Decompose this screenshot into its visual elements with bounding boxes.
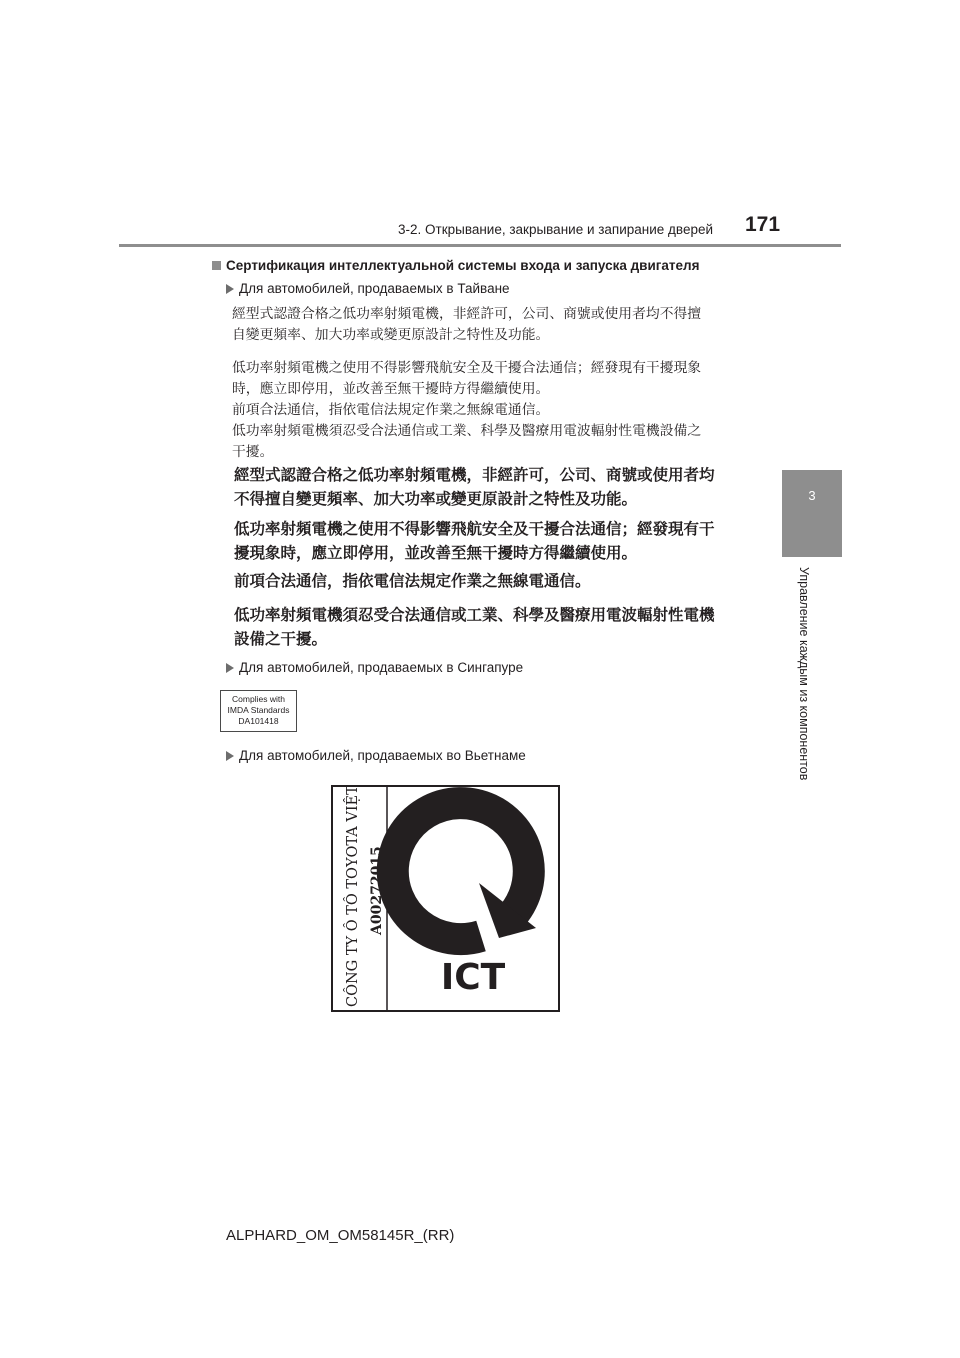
text-line: 擾現象時，應立即停用，並改善至無干擾時方得繼續使用。 — [234, 544, 638, 562]
document-code: ALPHARD_OM_OM58145R_(RR) — [226, 1227, 455, 1244]
bullet-taiwan-text: Для автомобилей, продаваемых в Тайване — [239, 281, 510, 296]
imda-line-1: Complies with — [232, 694, 285, 704]
bullet-vietnam-text: Для автомобилей, продаваемых во Вьетнаме — [239, 748, 526, 763]
taiwan-sans-para-3 — [234, 569, 734, 593]
text-line: 設備之干擾。 — [234, 630, 328, 648]
triangle-bullet-icon — [226, 663, 234, 673]
vietnam-ict-mark — [331, 785, 561, 1020]
text-line: 時，應立即停用，並改善至無干擾時方得繼續使用。 — [232, 381, 550, 397]
imda-compliance-label — [220, 690, 297, 732]
imda-line-3: DA101418 — [238, 716, 279, 726]
header-divider — [119, 244, 841, 247]
text-line: 前項合法通信，指依電信法規定作業之無線電通信。 — [232, 402, 550, 418]
bullet-taiwan — [226, 281, 510, 296]
text-line: 不得擅自變更頻率、加大功率或變更原設計之特性及功能。 — [234, 490, 638, 508]
taiwan-sans-para-4 — [234, 603, 734, 651]
bullet-singapore-text: Для автомобилей, продаваемых в Сингапуре — [239, 660, 524, 675]
text-line: 前項合法通信，指依電信法規定作業之無線電通信。 — [234, 572, 591, 590]
chapter-title: 3-2. Открывание, закрывание и запирание дверей — [398, 222, 714, 237]
taiwan-serif-para-2 — [232, 358, 732, 463]
triangle-bullet-icon — [226, 284, 234, 294]
section-heading-text: Сертификация интеллектуальной системы входа и запуска двигателя — [226, 258, 700, 273]
chapter-side-label-text: Управление каждым из компонентов — [797, 567, 811, 781]
text-line: 低功率射頻電機之使用不得影響飛航安全及干擾合法通信；經發現有干擾現象 — [232, 360, 702, 376]
text-line: 低功率射頻電機須忍受合法通信或工業、科學及醫療用電波輻射性電機 — [234, 606, 715, 624]
ict-mark-graphic — [331, 785, 561, 1015]
text-line: 自變更頻率、加大功率或變更原設計之特性及功能。 — [232, 327, 550, 343]
square-bullet-icon — [212, 261, 221, 270]
imda-line-2: IMDA Standards — [227, 705, 290, 715]
ict-logo-text: ICT — [440, 957, 506, 998]
chapter-tab-number: 3 — [808, 488, 816, 503]
taiwan-serif-para-1 — [232, 304, 732, 346]
taiwan-sans-para-2 — [234, 517, 734, 565]
text-line: 經型式認證合格之低功率射頻電機，非經許可，公司、商號或使用者均 — [234, 466, 715, 484]
text-line: 低功率射頻電機須忍受合法通信或工業、科學及醫療用電波輻射性電機設備之 — [232, 423, 702, 439]
section-heading — [212, 258, 699, 273]
bullet-vietnam — [226, 748, 526, 763]
chapter-tab — [782, 470, 842, 557]
ict-mark-code: A00272015 — [369, 846, 385, 935]
page-number: 171 — [745, 213, 781, 236]
text-line: 干擾。 — [232, 444, 274, 460]
chapter-side-label — [797, 567, 817, 789]
text-line: 低功率射頻電機之使用不得影響飛航安全及干擾合法通信；經發現有干 — [234, 520, 715, 538]
bullet-singapore — [226, 660, 523, 675]
ict-mark-company: CÔNG TY Ô TÔ TOYOTA VIỆT NAM — [345, 785, 361, 1007]
triangle-bullet-icon — [226, 751, 234, 761]
taiwan-sans-para-1 — [234, 463, 734, 511]
text-line: 經型式認證合格之低功率射頻電機，非經許可，公司、商號或使用者均不得擅 — [232, 306, 702, 322]
